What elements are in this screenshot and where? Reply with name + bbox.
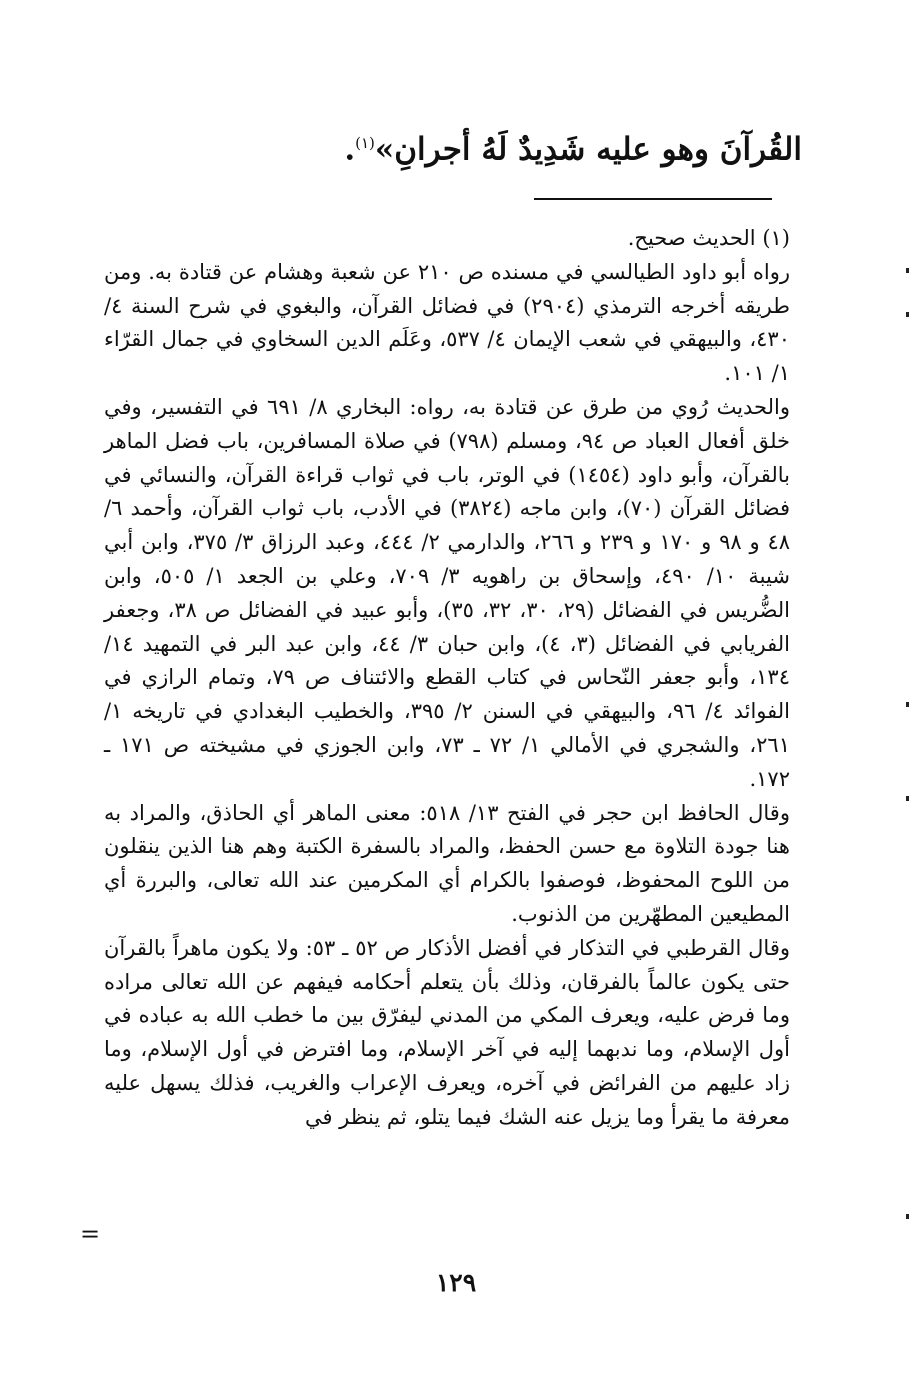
scan-edge-mark: [906, 702, 909, 707]
footnote-block: [104, 222, 790, 1135]
footnote-paragraph-4: وقال القرطبي في التذكار في أفضل الأذكار ص ٥٢ ـ ٥٣: ولا يكون ماهراً بالقرآن حتى يكون عالماً بالفرقان، وذلك بأن يتعلم أحكامه فيفهم عن الله تعالى مراده وما فرض عليه، ويعرف المكي من المدني ليفرّق بين ما خطب الله به عباده في أول الإسلام، وما ندبهما إليه في آخر الإسلام، وما افترض في أول الإسلام، وما زاد عليهم من الفرائض في آخره، ويعرف الإعراب والغريب، فذلك يسهل عليه معرفة ما يقرأ وما يزيل عنه الشك فيما يتلو، ثم ينظر في: [104, 935, 791, 1129]
footnote-reference: (١): [355, 134, 375, 152]
main-text: القُرآنَ وهو عليه شَدِيدٌ لَهُ أجرانِ»: [374, 131, 802, 168]
main-text-line: [102, 118, 802, 174]
scan-edge-mark: [906, 312, 909, 317]
footnote-paragraph-1: رواه أبو داود الطيالسي في مسنده ص ٢١٠ عن شعبة وهشام عن قتادة به. ومن طريقه أخرجه الترمذي (٢٩٠٤) في فضائل القرآن، والبغوي في شرح السنة ٤/ ٤٣٠، والبيهقي في شعب الإيمان ٤/ ٥٣٧، وعَلَم الدين السخاوي في جمال القرّاء ١/ ١٠١.: [104, 259, 790, 386]
scan-edge-mark: [906, 796, 909, 801]
page-number: ١٢٩: [435, 1268, 477, 1297]
footnote-paragraph-3: وقال الحافظ ابن حجر في الفتح ١٣/ ٥١٨: معنى الماهر أي الحاذق، والمراد به هنا جودة التلاوة مع حسن الحفظ، والمراد بالسفرة الكتبة وهم هنا الذين ينقلون من اللوح المحفوظ، فوصفوا بالكرام أي المكرمين عند الله تعالى، والبررة أي المطيعين المطهّرين من الذنوب.: [104, 800, 790, 926]
continuation-marker: =: [80, 1220, 101, 1248]
scan-edge-mark: [906, 1214, 909, 1219]
footnote-separator: [534, 198, 772, 200]
scan-edge-mark: [906, 268, 909, 273]
footnote-heading: (١) الحديث صحيح.: [627, 226, 790, 250]
main-text-end: .: [344, 131, 356, 168]
footnote-paragraph-2: والحديث رُوي من طرق عن قتادة به، رواه: البخاري ٨/ ٦٩١ في التفسير، وفي خلق أفعال العباد ص ٩٤، ومسلم (٧٩٨) في صلاة المسافرين، باب فضل الماهر بالقرآن، وأبو داود (١٤٥٤) في الوتر، باب في ثواب قراءة القرآن، والنسائي في فضائل القرآن (٧٠)، وابن ماجه (٣٨٢٤) في الأدب، باب ثواب القرآن، وأحمد ٦/ ٤٨ و ٩٨ و ١٧٠ و ٢٣٩ و ٢٦٦، والدارمي ٢/ ٤٤٤، وعبد الرزاق ٣/ ٣٧٥، وابن أبي شيبة ١٠/ ٤٩٠، وإسحاق بن راهويه ٣/ ٧٠٩، وعلي بن الجعد ١/ ٥٠٥، وابن الضُّريس في الفضائل (٢٩، ٣٠، ٣٢، ٣٥)، وأبو عبيد في الفضائل ص ٣٨، وجعفر الفريابي في الفضائل (٣، ٤)، وابن حبان ٣/ ٤٤، وابن عبد البر في التمهيد ١٤/ ١٣٤، وأبو جعفر النّحاس في كتاب القطع والائتناف ص ٧٩، وتمام الرازي في الفوائد ٤/ ٩٦، والبيهقي في السنن ٢/ ٣٩٥، والخطيب البغدادي في تاريخه ١/ ٢٦١، والشجري في الأمالي ١/ ٧٢ ـ ٧٣، وابن الجوزي في مشيخته ص ١٧١ ـ ١٧٢.: [104, 394, 791, 791]
